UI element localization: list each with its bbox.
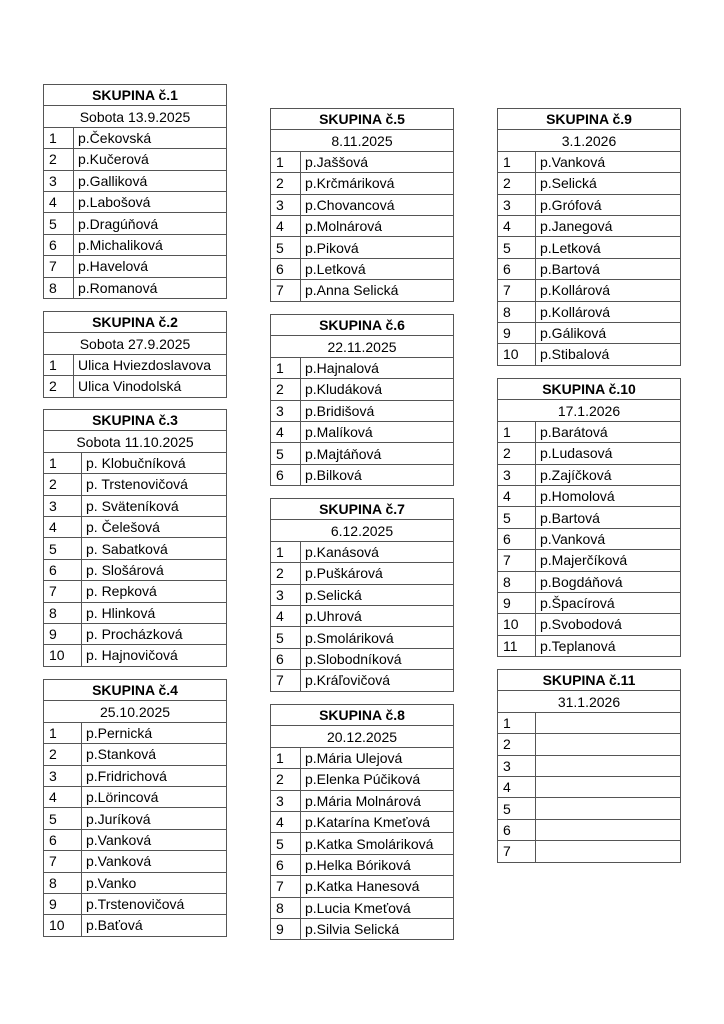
table-row: [44, 474, 227, 495]
row-number: 1: [44, 354, 74, 375]
table-row: [44, 765, 227, 786]
group-table: [270, 314, 454, 486]
table-row: [44, 915, 227, 936]
row-name: p.Selická: [301, 584, 454, 605]
table-row: [44, 376, 227, 397]
table-row: [271, 379, 454, 400]
row-name: p.Selická: [536, 173, 681, 194]
row-name: p.Gáliková: [536, 322, 681, 343]
group-table: [270, 498, 454, 692]
table-row: [498, 301, 681, 322]
row-number: 6: [44, 234, 74, 255]
group-title: SKUPINA č.3: [44, 410, 227, 431]
row-number: 3: [271, 194, 301, 215]
row-name: p.Grófová: [536, 194, 681, 215]
row-name: p.Romanová: [74, 277, 227, 298]
group-date: Sobota 13.9.2025: [44, 106, 227, 127]
table-row: [271, 443, 454, 464]
row-number: 6: [271, 854, 301, 875]
group-title: SKUPINA č.6: [271, 315, 454, 336]
row-number: 6: [271, 258, 301, 279]
group-table: [43, 84, 227, 299]
table-row: [271, 627, 454, 648]
row-name: p.Havelová: [74, 256, 227, 277]
row-number: 7: [271, 876, 301, 897]
row-name: p.Majtáňová: [301, 443, 454, 464]
row-number: 2: [271, 379, 301, 400]
row-number: 8: [44, 602, 82, 623]
table-row: [44, 516, 227, 537]
table-row: [271, 769, 454, 790]
table-row: [44, 234, 227, 255]
row-number: 1: [498, 421, 536, 442]
row-number: 4: [271, 215, 301, 236]
table-row: [498, 194, 681, 215]
row-name: p.Homolová: [536, 485, 681, 506]
group-date: Sobota 11.10.2025: [44, 431, 227, 452]
table-row: [498, 280, 681, 301]
group-title: SKUPINA č.7: [271, 499, 454, 520]
row-name: p.Kučerová: [74, 149, 227, 170]
row-name: p. Klobučníková: [82, 452, 227, 473]
row-name: p.Vanková: [536, 151, 681, 172]
row-name: [536, 776, 681, 797]
table-row: [498, 734, 681, 755]
row-number: 5: [271, 833, 301, 854]
row-number: 4: [271, 811, 301, 832]
row-number: 8: [44, 277, 74, 298]
row-number: 8: [498, 301, 536, 322]
table-row: [498, 258, 681, 279]
table-row: [44, 538, 227, 559]
table-row: [498, 798, 681, 819]
row-number: 3: [44, 495, 82, 516]
row-name: p.Helka Bóriková: [301, 854, 454, 875]
row-number: 9: [498, 592, 536, 613]
row-name: p. Čelešová: [82, 516, 227, 537]
group-date: 22.11.2025: [271, 336, 454, 357]
row-number: 3: [498, 194, 536, 215]
group-title: SKUPINA č.5: [271, 109, 454, 130]
row-name: p.Anna Selická: [301, 280, 454, 301]
row-number: 7: [44, 581, 82, 602]
table-row: [44, 149, 227, 170]
row-name: p.Kludáková: [301, 379, 454, 400]
table-row: [271, 790, 454, 811]
group-title: SKUPINA č.2: [44, 312, 227, 333]
group-title: SKUPINA č.11: [498, 670, 681, 691]
group-date: 17.1.2026: [498, 400, 681, 421]
row-name: [536, 819, 681, 840]
row-name: Ulica Hviezdoslavova: [74, 354, 227, 375]
row-number: 6: [271, 648, 301, 669]
row-number: 1: [271, 151, 301, 172]
row-number: 6: [498, 528, 536, 549]
row-name: p.Michaliková: [74, 234, 227, 255]
row-number: 1: [498, 151, 536, 172]
row-name: p.Čekovská: [74, 127, 227, 148]
table-row: [498, 550, 681, 571]
row-number: 7: [271, 670, 301, 691]
row-name: p.Kráľovičová: [301, 670, 454, 691]
table-row: [44, 191, 227, 212]
table-row: [498, 614, 681, 635]
table-row: [498, 344, 681, 365]
row-number: 5: [44, 808, 82, 829]
table-row: [271, 541, 454, 562]
row-number: 4: [271, 605, 301, 626]
row-number: 4: [498, 776, 536, 797]
table-row: [44, 744, 227, 765]
row-name: p. Procházková: [82, 623, 227, 644]
row-name: p. Sväteníková: [82, 495, 227, 516]
row-number: 7: [44, 256, 74, 277]
table-row: [44, 452, 227, 473]
table-row: [498, 507, 681, 528]
group-title: SKUPINA č.10: [498, 379, 681, 400]
table-row: [44, 495, 227, 516]
row-name: p.Fridrichová: [82, 765, 227, 786]
group-table: [43, 679, 227, 937]
row-number: 2: [271, 769, 301, 790]
table-row: [498, 443, 681, 464]
row-name: p.Dragúňová: [74, 213, 227, 234]
row-number: 5: [498, 507, 536, 528]
row-name: p.Majerčíková: [536, 550, 681, 571]
row-number: 7: [498, 841, 536, 862]
row-number: 2: [44, 149, 74, 170]
row-number: 2: [44, 744, 82, 765]
row-name: p.Vanková: [82, 829, 227, 850]
row-name: p.Vanková: [82, 851, 227, 872]
row-name: p.Puškárová: [301, 563, 454, 584]
row-name: p.Katka Smoláriková: [301, 833, 454, 854]
row-name: p.Malíková: [301, 421, 454, 442]
table-row: [271, 670, 454, 691]
row-number: 10: [44, 645, 82, 666]
row-number: 5: [44, 213, 74, 234]
row-name: p.Jaššová: [301, 151, 454, 172]
table-row: [44, 829, 227, 850]
row-name: p.Labošová: [74, 191, 227, 212]
table-row: [498, 712, 681, 733]
row-number: 8: [271, 897, 301, 918]
row-name: p.Bartová: [536, 258, 681, 279]
group-date: 3.1.2026: [498, 130, 681, 151]
row-number: 9: [44, 623, 82, 644]
table-row: [271, 854, 454, 875]
row-number: 2: [498, 734, 536, 755]
row-number: 2: [498, 173, 536, 194]
row-number: 3: [44, 170, 74, 191]
row-name: p.Teplanová: [536, 635, 681, 656]
row-number: 5: [271, 627, 301, 648]
table-row: [44, 127, 227, 148]
row-number: 10: [44, 915, 82, 936]
row-name: [536, 755, 681, 776]
table-row: [498, 173, 681, 194]
row-number: 3: [44, 765, 82, 786]
row-number: 4: [498, 485, 536, 506]
row-number: 2: [271, 173, 301, 194]
table-row: [498, 421, 681, 442]
row-number: 8: [44, 872, 82, 893]
row-name: p. Hlinková: [82, 602, 227, 623]
table-row: [271, 464, 454, 485]
row-number: 4: [44, 191, 74, 212]
table-row: [498, 215, 681, 236]
row-number: 2: [271, 563, 301, 584]
table-row: [271, 280, 454, 301]
row-number: 1: [271, 747, 301, 768]
row-name: p. Slošárová: [82, 559, 227, 580]
table-row: [498, 322, 681, 343]
table-row: [271, 584, 454, 605]
row-name: p.Uhrová: [301, 605, 454, 626]
group-table: [497, 108, 681, 366]
row-number: 3: [498, 755, 536, 776]
row-name: p.Molnárová: [301, 215, 454, 236]
row-number: 2: [44, 474, 82, 495]
row-name: [536, 734, 681, 755]
table-row: [498, 485, 681, 506]
group-date: 25.10.2025: [44, 701, 227, 722]
row-number: 10: [498, 344, 536, 365]
table-row: [498, 776, 681, 797]
row-number: 11: [498, 635, 536, 656]
row-name: p.Trstenovičová: [82, 893, 227, 914]
row-name: p.Vanko: [82, 872, 227, 893]
group-date: 6.12.2025: [271, 520, 454, 541]
group-table: [270, 704, 454, 940]
table-row: [271, 605, 454, 626]
row-number: 1: [498, 712, 536, 733]
table-row: [271, 918, 454, 939]
table-row: [271, 258, 454, 279]
table-row: [498, 755, 681, 776]
row-name: p.Lucia Kmeťová: [301, 897, 454, 918]
row-number: 4: [498, 215, 536, 236]
row-number: 3: [498, 464, 536, 485]
row-number: 10: [498, 614, 536, 635]
table-row: [44, 256, 227, 277]
row-number: 5: [44, 538, 82, 559]
row-number: 1: [44, 127, 74, 148]
row-name: p.Mária Ulejová: [301, 747, 454, 768]
group-date: 8.11.2025: [271, 130, 454, 151]
group-date: 20.12.2025: [271, 726, 454, 747]
row-name: p.Vanková: [536, 528, 681, 549]
table-row: [498, 841, 681, 862]
table-row: [271, 173, 454, 194]
row-name: p.Pernická: [82, 722, 227, 743]
row-name: p.Slobodníková: [301, 648, 454, 669]
row-number: 4: [44, 786, 82, 807]
row-number: 1: [44, 452, 82, 473]
group-date: 31.1.2026: [498, 691, 681, 712]
table-row: [44, 354, 227, 375]
table-row: [271, 151, 454, 172]
row-name: p.Kollárová: [536, 280, 681, 301]
row-number: 9: [271, 918, 301, 939]
row-name: p. Hajnovičová: [82, 645, 227, 666]
row-name: p.Smoláriková: [301, 627, 454, 648]
row-name: p.Zajíčková: [536, 464, 681, 485]
row-number: 9: [44, 893, 82, 914]
row-name: p.Chovancová: [301, 194, 454, 215]
table-row: [498, 592, 681, 613]
row-name: p.Stanková: [82, 744, 227, 765]
table-row: [44, 277, 227, 298]
row-number: 5: [271, 443, 301, 464]
table-row: [498, 635, 681, 656]
table-row: [271, 833, 454, 854]
table-row: [271, 400, 454, 421]
table-row: [44, 602, 227, 623]
row-name: p.Ludasová: [536, 443, 681, 464]
row-name: p.Kanásová: [301, 541, 454, 562]
table-row: [498, 819, 681, 840]
row-name: p.Silvia Selická: [301, 918, 454, 939]
row-name: p. Sabatková: [82, 538, 227, 559]
group-table: [270, 108, 454, 302]
table-row: [271, 237, 454, 258]
row-number: 7: [271, 280, 301, 301]
row-number: 1: [271, 357, 301, 378]
table-row: [498, 571, 681, 592]
row-name: p.Barátová: [536, 421, 681, 442]
row-name: p.Bilková: [301, 464, 454, 485]
group-date: Sobota 27.9.2025: [44, 333, 227, 354]
table-row: [44, 559, 227, 580]
group-title: SKUPINA č.4: [44, 680, 227, 701]
row-number: 8: [498, 571, 536, 592]
table-row: [44, 893, 227, 914]
row-name: p.Letková: [301, 258, 454, 279]
group-table: [497, 669, 681, 863]
row-number: 6: [498, 258, 536, 279]
table-row: [44, 581, 227, 602]
row-name: [536, 712, 681, 733]
group-title: SKUPINA č.8: [271, 705, 454, 726]
table-row: [44, 851, 227, 872]
row-number: 5: [271, 237, 301, 258]
table-row: [271, 648, 454, 669]
row-name: p.Piková: [301, 237, 454, 258]
row-number: 3: [271, 790, 301, 811]
row-name: p.Juríková: [82, 808, 227, 829]
table-row: [44, 170, 227, 191]
table-row: [271, 563, 454, 584]
table-row: [44, 722, 227, 743]
row-number: 6: [44, 829, 82, 850]
row-name: p.Svobodová: [536, 614, 681, 635]
row-name: p.Lörincová: [82, 786, 227, 807]
group-title: SKUPINA č.1: [44, 85, 227, 106]
table-row: [44, 645, 227, 666]
row-name: p. Trstenovičová: [82, 474, 227, 495]
row-name: [536, 841, 681, 862]
row-name: p.Kollárová: [536, 301, 681, 322]
row-number: 1: [271, 541, 301, 562]
row-number: 3: [271, 400, 301, 421]
row-number: 6: [44, 559, 82, 580]
table-row: [271, 811, 454, 832]
row-name: p.Janegová: [536, 215, 681, 236]
table-row: [44, 623, 227, 644]
table-row: [271, 876, 454, 897]
group-title: SKUPINA č.9: [498, 109, 681, 130]
row-name: p.Katka Hanesová: [301, 876, 454, 897]
row-number: 6: [271, 464, 301, 485]
row-name: p.Bogdáňová: [536, 571, 681, 592]
table-row: [498, 237, 681, 258]
row-number: 6: [498, 819, 536, 840]
row-name: p.Stibalová: [536, 344, 681, 365]
row-name: p.Bridišová: [301, 400, 454, 421]
table-row: [271, 747, 454, 768]
row-name: p. Repková: [82, 581, 227, 602]
table-row: [271, 421, 454, 442]
row-name: p.Letková: [536, 237, 681, 258]
group-table: [43, 409, 227, 667]
row-number: 9: [498, 322, 536, 343]
row-name: p.Bartová: [536, 507, 681, 528]
row-number: 3: [271, 584, 301, 605]
row-name: p.Mária Molnárová: [301, 790, 454, 811]
row-name: Ulica Vinodolská: [74, 376, 227, 397]
row-name: [536, 798, 681, 819]
row-name: p.Elenka Púčiková: [301, 769, 454, 790]
table-row: [271, 215, 454, 236]
row-number: 7: [498, 550, 536, 571]
table-row: [271, 194, 454, 215]
row-number: 4: [44, 516, 82, 537]
group-table: [43, 311, 227, 398]
row-number: 5: [498, 237, 536, 258]
row-name: p.Katarína Kmeťová: [301, 811, 454, 832]
row-name: p.Galliková: [74, 170, 227, 191]
row-number: 4: [271, 421, 301, 442]
row-name: p.Hajnalová: [301, 357, 454, 378]
table-row: [44, 872, 227, 893]
row-name: p.Baťová: [82, 915, 227, 936]
table-row: [271, 357, 454, 378]
table-row: [271, 897, 454, 918]
table-row: [44, 786, 227, 807]
row-number: 5: [498, 798, 536, 819]
row-name: p.Krčmáriková: [301, 173, 454, 194]
table-row: [498, 528, 681, 549]
group-table: [497, 378, 681, 657]
table-row: [498, 464, 681, 485]
table-row: [44, 213, 227, 234]
row-number: 1: [44, 722, 82, 743]
row-name: p.Špacírová: [536, 592, 681, 613]
row-number: 7: [498, 280, 536, 301]
row-number: 7: [44, 851, 82, 872]
row-number: 2: [44, 376, 74, 397]
table-row: [44, 808, 227, 829]
table-row: [498, 151, 681, 172]
row-number: 2: [498, 443, 536, 464]
